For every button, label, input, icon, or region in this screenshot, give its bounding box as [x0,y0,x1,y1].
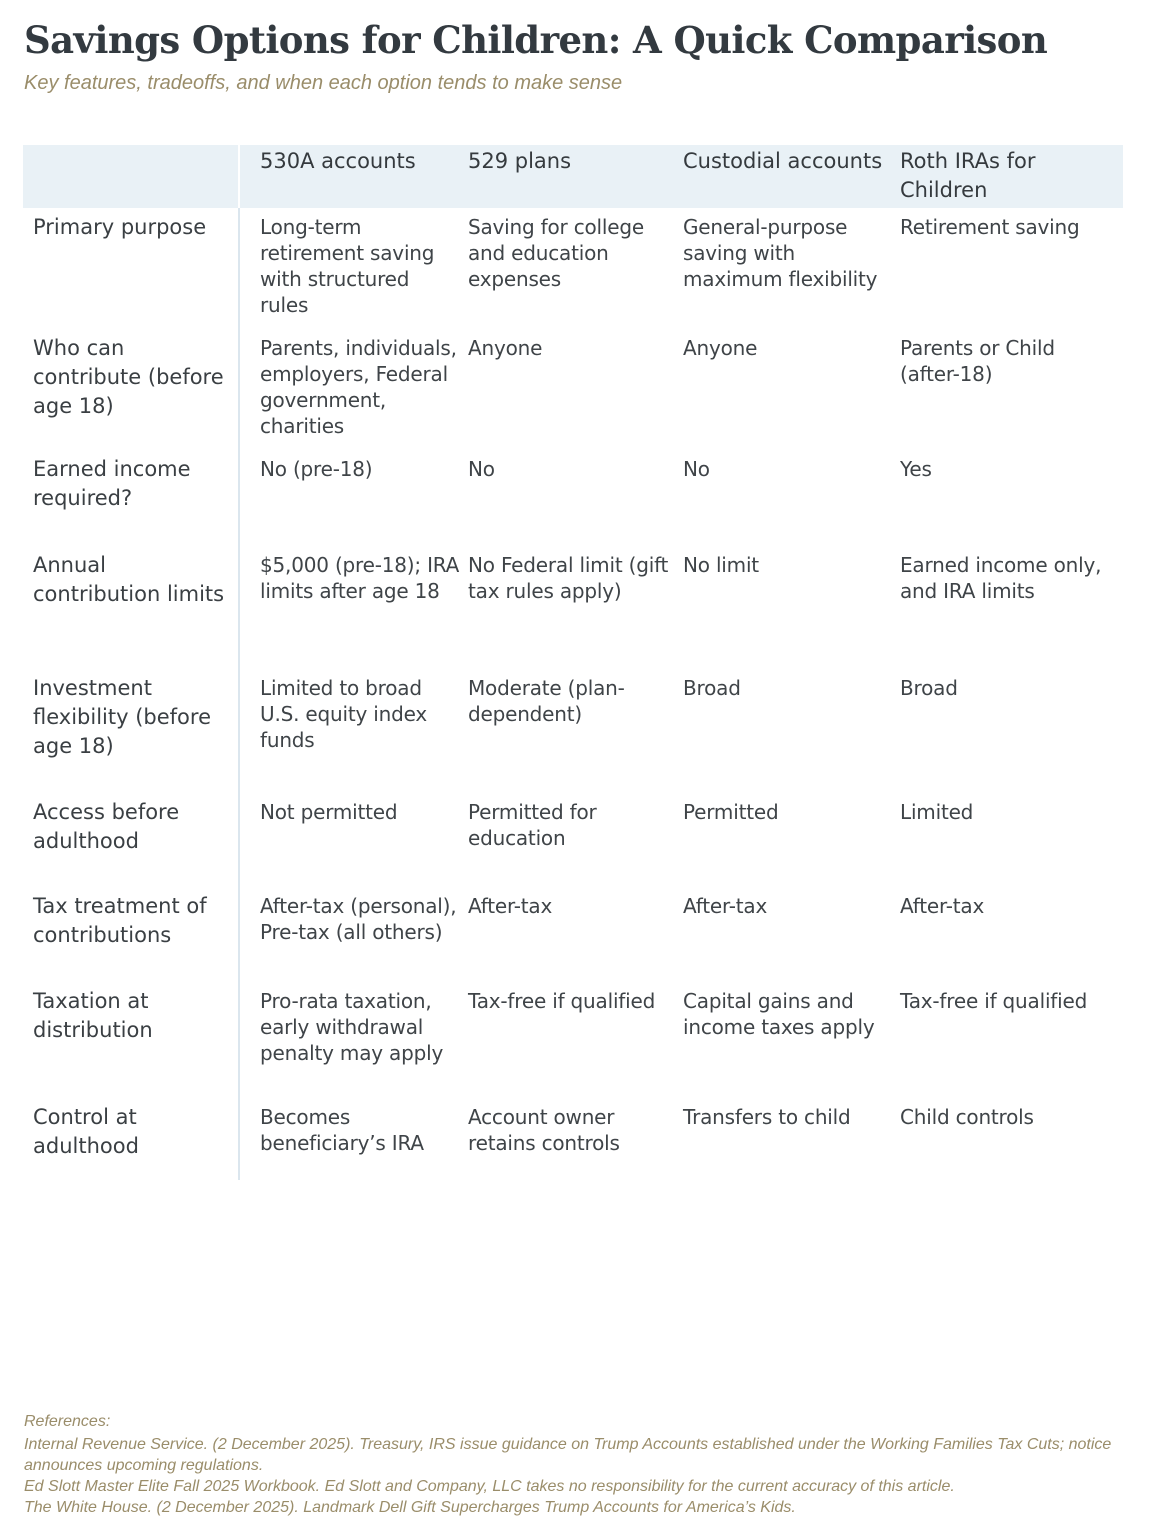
row-label: Tax treatment of contributions [23,887,239,982]
table-cell: No [468,457,495,481]
table-row-tax-treatment-of-contributions [23,887,1123,982]
table-cell: Pro-rata taxation, early withdrawal penalty may apply [260,989,444,1065]
row-label: Control at adulthood [23,1098,239,1180]
header-530a-accounts: 530A accounts [260,149,416,173]
table-cell: Yes [900,457,932,481]
table-cell: $5,000 (pre-18); IRA limits after age 18 [260,553,460,603]
table-cell: Tax-free if qualified [468,989,656,1013]
table-row-primary-purpose [23,208,1123,329]
table-cell: Account owner retains controls [468,1105,620,1155]
table-row-investment-flexibility [23,669,1123,793]
table-cell: After-tax (personal), Pre-tax (all others) [260,894,457,944]
reference-item: Ed Slott Master Elite Fall 2025 Workbook. Ed Slott and Company, LLC takes no responsibility for the current accuracy of this article. [24,1478,955,1495]
table-cell: Becomes beneficiary’s IRA [260,1105,424,1155]
table-cell: Not permitted [260,800,398,824]
reference-item: Internal Revenue Service. (2 December 2025). Treasury, IRS issue guidance on Trump Accounts established under the Working Families Tax Cuts; notice announces upcoming regulations. [24,1436,1112,1474]
table-cell: Capital gains and income taxes apply [683,989,875,1039]
table-cell: Transfers to child [683,1105,851,1129]
table-cell: Child controls [900,1105,1034,1129]
row-label: Earned income required? [23,450,239,546]
row-label: Taxation at distribution [23,982,239,1098]
page-title: Savings Options for Children: A Quick Comparison [24,18,1048,62]
table-row-who-can-contribute [23,329,1123,450]
header-blank [23,145,239,208]
table-cell: Retirement saving [900,215,1080,239]
table-cell: Parents or Child (after-18) [900,336,1055,386]
table-cell: No Federal limit (gift tax rules apply) [468,553,669,603]
table-cell: Limited [900,800,974,824]
table-cell: Earned income only, and IRA limits [900,553,1102,603]
page-subtitle: Key features, tradeoffs, and when each option tends to make sense [24,72,623,94]
table-cell: Saving for college and education expenses [468,215,644,291]
table-header [23,145,1123,208]
row-label: Investment flexibility (before age 18) [23,669,239,793]
row-label: Access before adulthood [23,793,239,887]
table-cell: After-tax [468,894,553,918]
table-cell: After-tax [683,894,768,918]
row-label: Annual contribution limits [23,546,239,669]
header-custodial-accounts: Custodial accounts [683,149,883,173]
row-label: Primary purpose [23,208,239,329]
table-cell: General-purpose saving with maximum flexibility [683,215,878,291]
comparison-table [23,145,1124,1180]
table-cell: Anyone [683,336,758,360]
table-cell: Tax-free if qualified [900,989,1088,1013]
table-cell: After-tax [900,894,985,918]
table-cell: Anyone [468,336,543,360]
table-cell: Moderate (plan-dependent) [468,676,625,726]
table-row-access-before-adulthood [23,793,1123,887]
header-roth-iras-for-children: Roth IRAs for Children [900,149,1036,202]
row-label: Who can contribute (before age 18) [23,329,239,450]
header-529-plans: 529 plans [468,149,572,173]
table-body [23,208,1123,1180]
table-cell: Long-term retirement saving with structured rules [260,215,435,317]
table-cell: Permitted for education [468,800,597,850]
table-cell: Broad [683,676,741,700]
reference-item: The White House. (2 December 2025). Landmark Dell Gift Supercharges Trump Accounts for America’s Kids. [24,1499,796,1516]
table-row-annual-contribution-limits [23,546,1123,669]
table-header-row [23,145,1123,208]
references [24,1411,1134,1518]
table-cell: Parents, individuals, employers, Federal government, charities [260,336,457,438]
table-cell: No (pre-18) [260,457,373,481]
references-heading: References: [24,1413,111,1430]
table-cell: Broad [900,676,958,700]
table-cell: No [683,457,710,481]
table-cell: Limited to broad U.S. equity index funds [260,676,427,752]
table-cell: Permitted [683,800,779,824]
table-row-taxation-at-distribution [23,982,1123,1098]
table-cell: No limit [683,553,759,577]
table-row-control-at-adulthood [23,1098,1123,1180]
table-row-earned-income-required [23,450,1123,546]
